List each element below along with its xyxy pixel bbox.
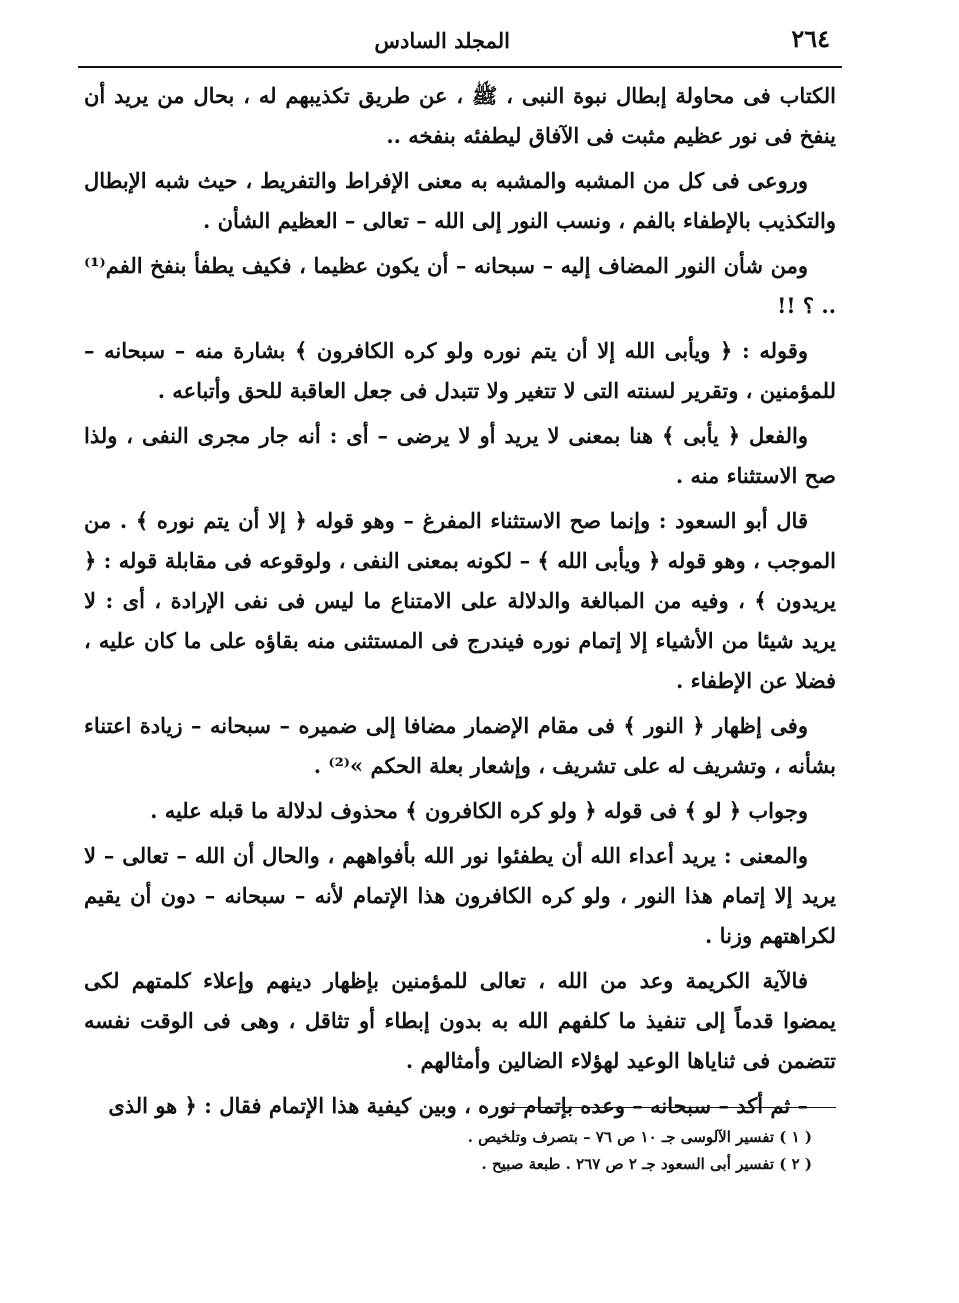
paragraph-9: والمعنى : يريد أعداء الله أن يطفئوا نور الله بأفواههم ، والحال أن الله – تعالى – لا يريد إلا إتمام هذا النور ، ولو كره الكافرون هذا الإتمام لأنه – سبحانه – دون أن يقيم لكراهتهم وزنا . [84, 843, 836, 948]
paragraph-8: وجواب ﴿ لو ﴾ فى قوله ﴿ ولو كره الكافرون ﴾ محذوف لدلالة ما قبله عليه . [150, 798, 808, 823]
running-title: المجلد السادس [374, 28, 510, 53]
main-text [84, 76, 836, 1131]
paragraph-4: وقوله : ﴿ ويأبى الله إلا أن يتم نوره ولو كره الكافرون ﴾ بشارة منه – سبحانه – للمؤمنين ، وتقرير لسنته التى لا تتغير ولا تتبدل فى جعل العاقبة للحق وأتباعه . [84, 338, 836, 403]
paragraph-7: وفى إظهار ﴿ النور ﴾ فى مقام الإضمار مضافا إلى ضميره – سبحانه – زيادة اعتناء بشأنه ، وتشريف له على تشريف ، وإشعار بعلة الحكم »⁽²⁾ . [84, 713, 836, 778]
footnote-divider [508, 1107, 836, 1108]
paragraph-6: قال أبو السعود : وإنما صح الاستثناء المفرغ – وهو قوله ﴿ إلا أن يتم نوره ﴾ . من الموجب ، وهو قوله ﴿ ويأبى الله ﴾ – لكونه بمعنى النفى ، ولوقوعه فى مقابلة قوله : ﴿ يريدون ﴾ ، وفيه من المبالغة والدلالة على الامتناع ما ليس فى نفى الإرادة ، أى : لا يريد شيئا من الأشياء إلا إتمام نوره فيندرج فى المستثنى منه بقاؤه على ما كان عليه ، فضلا عن الإطفاء . [84, 508, 836, 693]
paragraph-1: الكتاب فى محاولة إبطال نبوة النبى ، ﷺ ، عن طريق تكذيبهم له ، بحال من يريد أن ينفخ فى نور عظيم مثبت فى الآفاق ليطفئه بنفخه .. [84, 83, 836, 148]
header-divider [78, 66, 842, 68]
paragraph-5: والفعل ﴿ يأبى ﴾ هنا بمعنى لا يريد أو لا يرضى – أى : أنه جار مجرى النفى ، ولذا صح الاستثناء منه . [84, 423, 836, 488]
footnote-2: ( ٢ ) تفسير أبى السعود جـ ٢ ص ٢٦٧ . طبعة صبيح . [481, 1155, 812, 1173]
page-header [80, 18, 840, 62]
paragraph-11: – ثم أكد – سبحانه – وعده بإتمام نوره ، وبين كيفية هذا الإتمام فقال : ﴿ هو الذى [108, 1093, 808, 1118]
footnotes [300, 1124, 812, 1178]
page-number: ٢٦٤ [791, 24, 830, 53]
paragraph-2: وروعى فى كل من المشبه والمشبه به معنى الإفراط والتفريط ، حيث شبه الإبطال والتكذيب بالإطفاء بالفم ، ونسب النور إلى الله – تعالى – العظيم الشأن . [84, 168, 836, 233]
footnote-1: ( ١ ) تفسير الآلوسى جـ ١٠ ص ٧٦ – بتصرف وتلخيص . [467, 1128, 812, 1146]
paragraph-3: ومن شأن النور المضاف إليه – سبحانه – أن يكون عظيما ، فكيف يطفأ بنفخ الفم⁽¹⁾ .. ؟ !! [84, 253, 836, 318]
paragraph-10: فالآية الكريمة وعد من الله ، تعالى للمؤمنين بإظهار دينهم وإعلاء كلمتهم لكى يمضوا قدماً إلى تنفيذ ما كلفهم الله به بدون إبطاء أو تثاقل ، وهى فى الوقت نفسه تتضمن فى ثناياها الوعيد لهؤلاء الضالين وأمثالهم . [84, 968, 836, 1073]
